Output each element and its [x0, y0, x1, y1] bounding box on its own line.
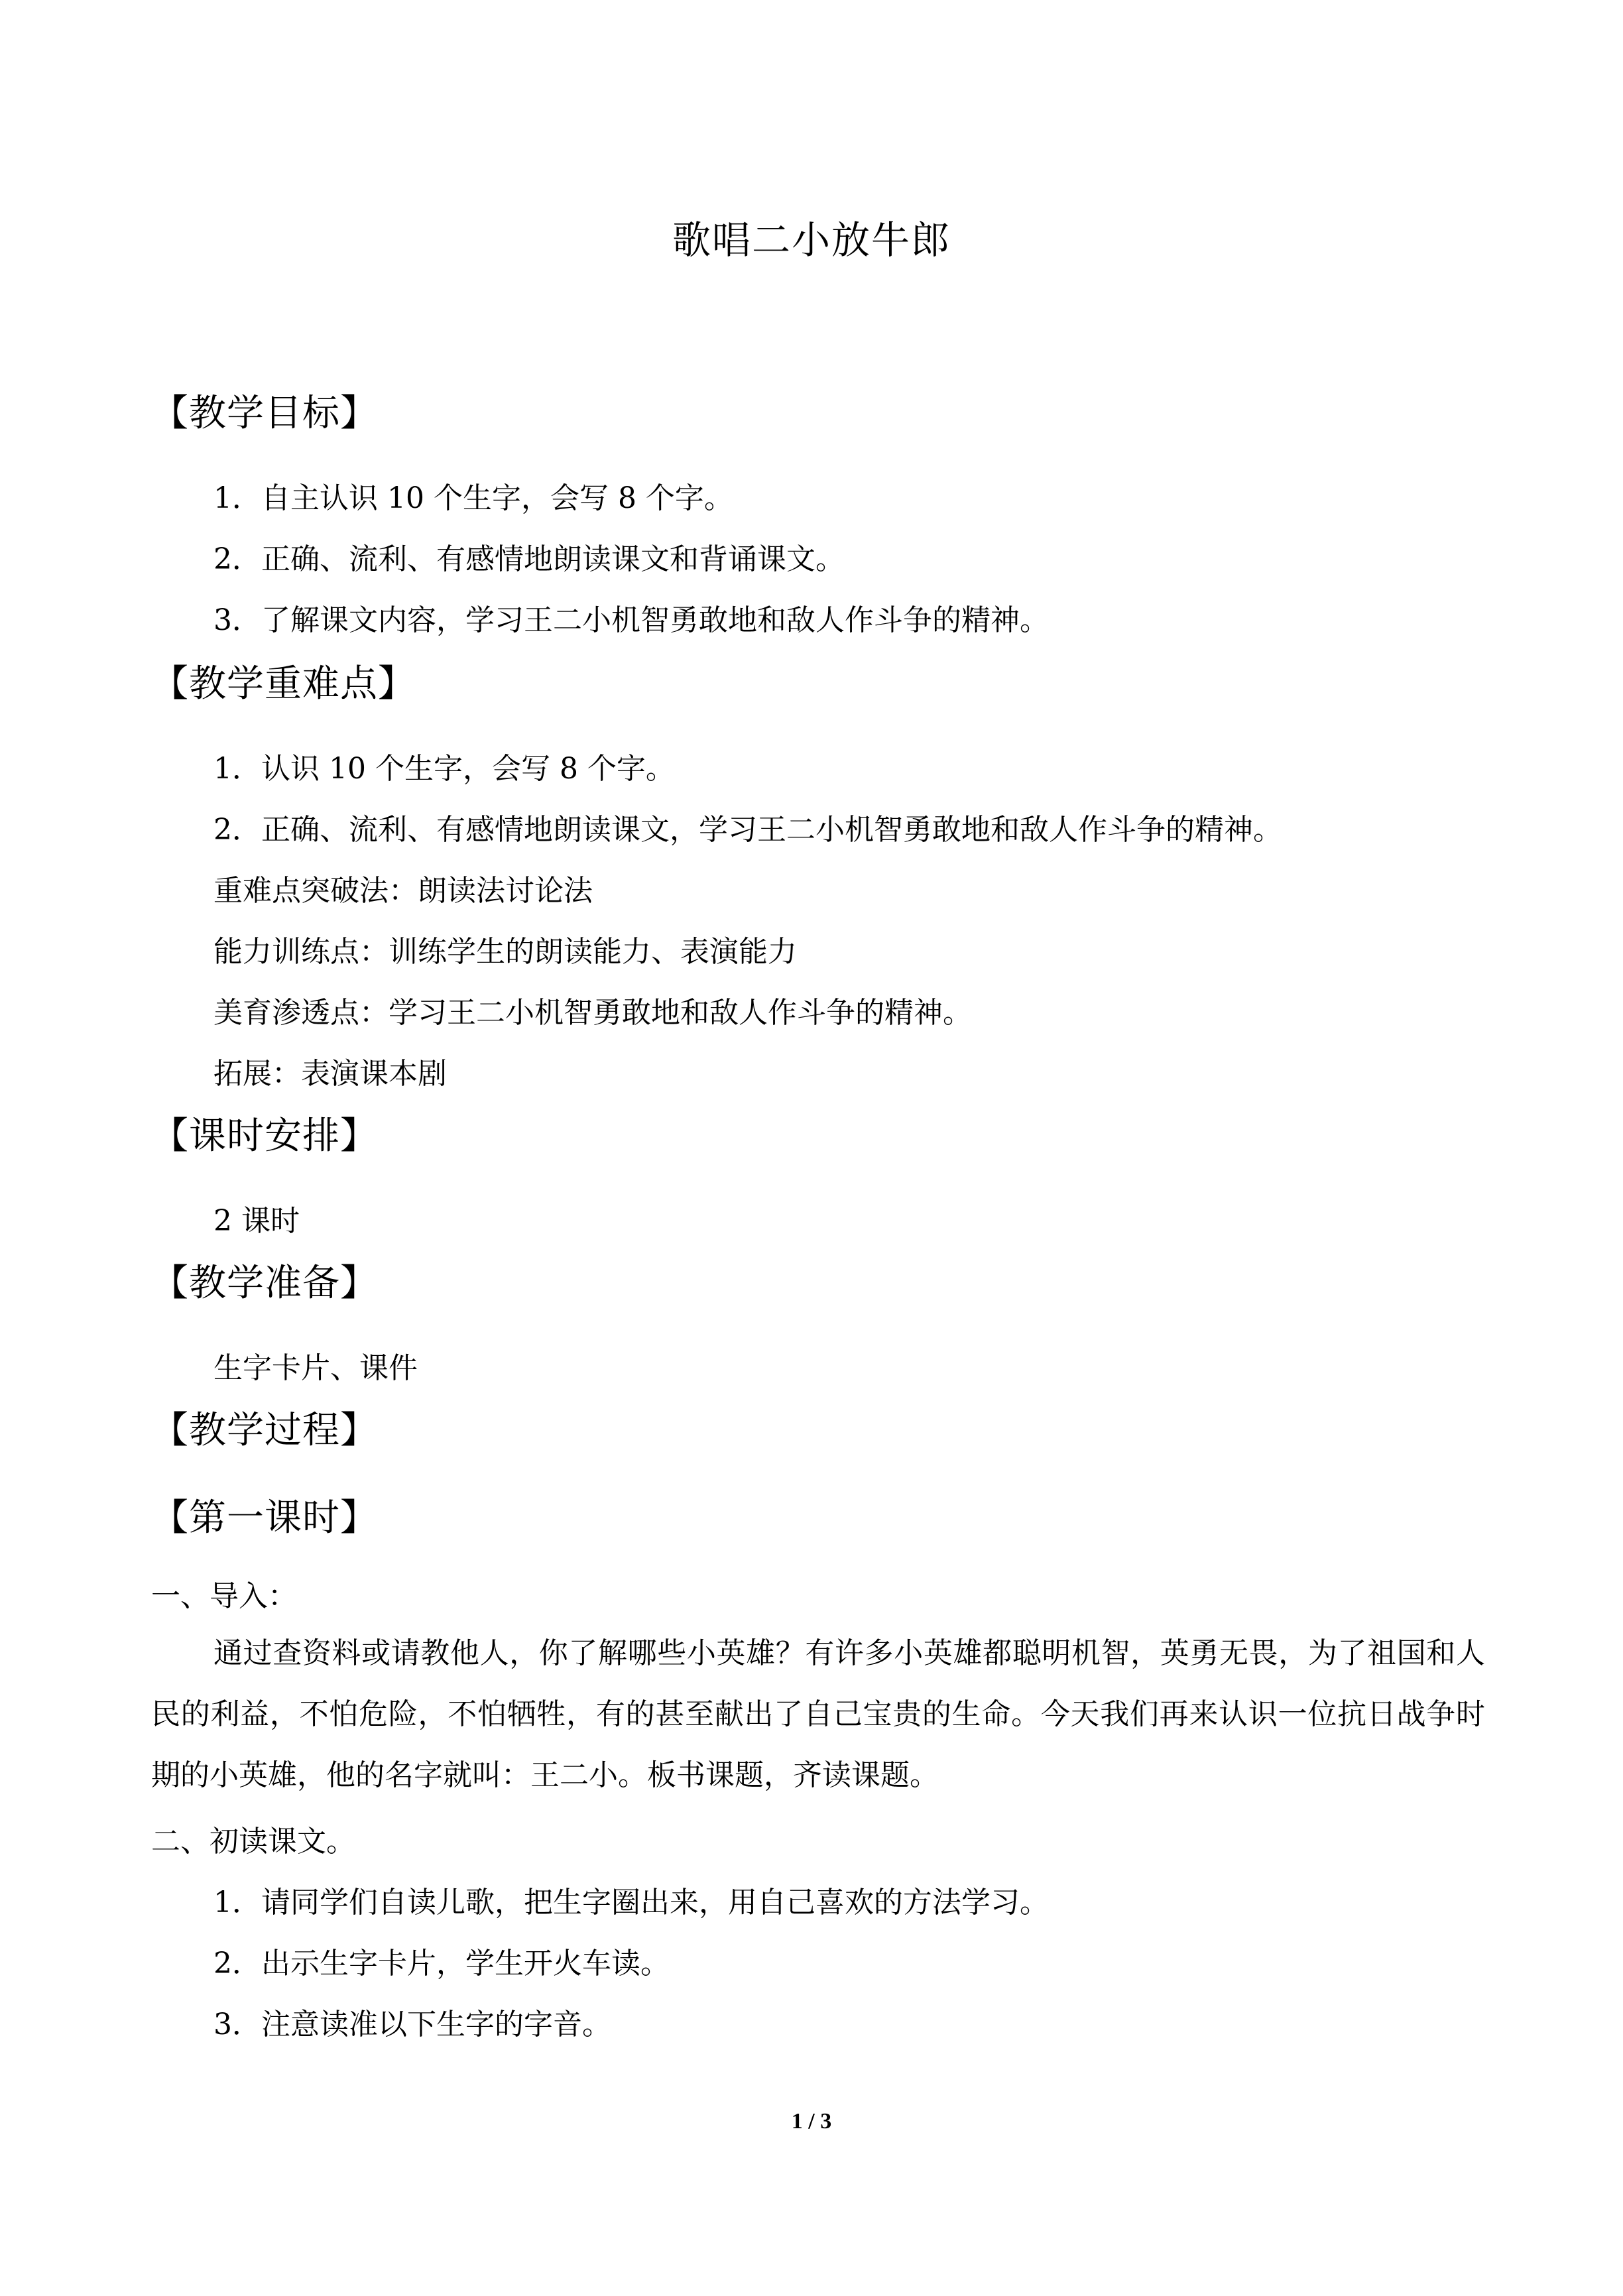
page-number: 1 / 3	[791, 2109, 832, 2134]
intro-label: 一、导入：	[151, 1579, 297, 1613]
preparation-text: 生字卡片、课件	[213, 1351, 418, 1385]
objective-item: 3．了解课文内容，学习王二小机智勇敢地和敌人作斗争的精神。	[213, 603, 1049, 637]
key-point-item: 2．正确、流利、有感情地朗读课文，学习王二小机智勇敢地和敌人作斗争的精神。	[213, 813, 1282, 847]
heading-preparation: 【教学准备】	[151, 1262, 378, 1305]
key-point-item: 美育渗透点：学习王二小机智勇敢地和敌人作斗争的精神。	[213, 996, 972, 1030]
reading-item: 3．注意读准以下生字的字音。	[213, 2008, 611, 2041]
schedule-text: 2 课时	[213, 1204, 300, 1238]
heading-objectives: 【教学目标】	[151, 392, 378, 435]
reading-label: 二、初读课文。	[151, 1825, 355, 1858]
reading-item: 1．请同学们自读儿歌，把生字圈出来，用自己喜欢的方法学习。	[213, 1886, 1049, 1919]
heading-first-lesson: 【第一课时】	[151, 1496, 378, 1540]
key-point-item: 重难点突破法：朗读法讨论法	[213, 874, 593, 908]
key-point-item: 1．认识 10 个生字，会写 8 个字。	[213, 752, 675, 786]
heading-process: 【教学过程】	[151, 1409, 378, 1452]
objective-item: 1．自主认识 10 个生字，会写 8 个字。	[213, 481, 733, 515]
heading-schedule: 【课时安排】	[151, 1115, 378, 1158]
objective-item: 2．正确、流利、有感情地朗读课文和背诵课文。	[213, 542, 845, 576]
key-point-item: 能力训练点：训练学生的朗读能力、表演能力	[213, 935, 797, 969]
heading-key-points: 【教学重难点】	[151, 662, 416, 705]
key-point-item: 拓展：表演课本剧	[213, 1057, 447, 1091]
document-title: 歌唱二小放牛郎	[672, 217, 951, 263]
reading-item: 2．出示生字卡片，学生开火车读。	[213, 1947, 670, 1980]
intro-paragraph: 通过查资料或请教他人，你了解哪些小英雄？有许多小英雄都聪明机智，英勇无畏，为了祖国和人民的利益，不怕危险，不怕牺牲，有的甚至献出了自己宝贵的生命。今天我们再来认识一位抗日战争时期的小英雄，他的名字就叫：王二小。板书课题，齐读课题。	[151, 1636, 1485, 1792]
